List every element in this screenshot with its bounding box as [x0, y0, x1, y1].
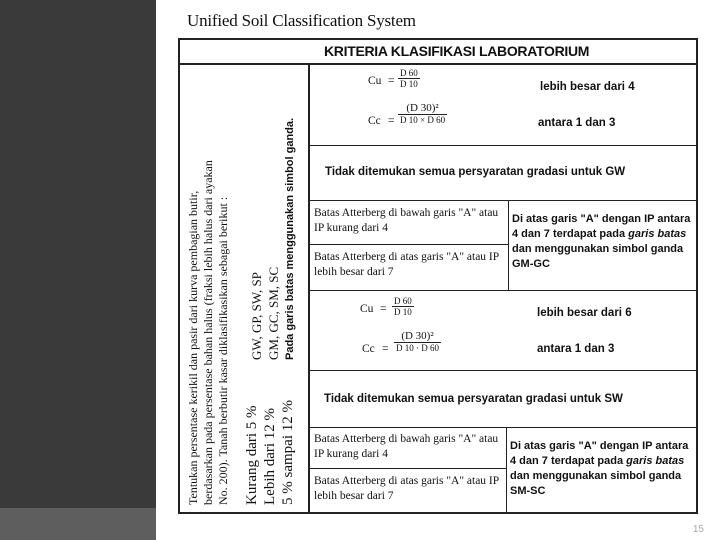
gravel-cu-criterion: lebih besar dari 4 [540, 81, 635, 93]
gravel-gradation-not-met: Tidak ditemukan semua persyaratan gradasi untuk GW [325, 166, 626, 178]
row-divider [308, 370, 698, 371]
gravel-cc-label: Cc [368, 115, 381, 127]
gravel-dual-text-a: Di atas garis "A" dengan IP antara 4 dan 7 terdapat pada [512, 213, 691, 240]
sand-cu-criterion: lebih besar dari 6 [537, 307, 632, 319]
fines-less-than-5: Kurang dari 5 % [244, 405, 260, 505]
equals-sign: = [388, 75, 395, 87]
gravel-atterberg-above: Batas Atterberg di atas garis "A" atau IP lebih besar dari 7 [314, 251, 499, 278]
gravel-cu-label: Cu [368, 75, 382, 87]
page-title: Unified Soil Classification System [187, 11, 416, 30]
sand-dual-symbol [510, 439, 694, 499]
left-instruction-line-3: No. 200). Tanah berbutir kasar diklasifikasikan sebagai berikut : [216, 196, 230, 505]
sand-cc-label: Cc [362, 343, 375, 355]
table-header: KRITERIA KLASIFIKASI LABORATORIUM [324, 43, 590, 59]
sand-atterberg-above: Batas Atterberg di atas garis "A" atau IP lebih besar dari 7 [314, 475, 499, 502]
cell-divider [508, 200, 509, 290]
header-divider [178, 63, 698, 65]
cell-divider [506, 427, 507, 514]
sidebar-footer [0, 508, 156, 540]
sand-atterberg-below: Batas Atterberg di bawah garis "A" atau IP kurang dari 4 [314, 433, 499, 460]
sand-cc-denominator: D 10 · D 60 [396, 343, 439, 353]
page-number: 15 [692, 524, 704, 535]
equals-sign: = [382, 343, 389, 355]
gravel-cu-fraction [398, 68, 420, 89]
gravel-dual-symbol [512, 212, 694, 272]
left-instruction-line-2: berdasarkan pada persentase bahan halus (fraksi lebih halus dari ayakan [201, 160, 215, 505]
sand-dual-italic: garis batas [626, 455, 685, 467]
gravel-cc-criterion: antara 1 dan 3 [538, 117, 616, 129]
symbols-clean: GW, GP, SW, SP [249, 272, 264, 360]
row-divider [308, 427, 698, 428]
gravel-dual-italic: garis batas [628, 228, 687, 240]
gravel-cc-numerator: (D 30)² [398, 102, 447, 115]
equals-sign: = [388, 115, 395, 127]
fines-5-to-12: 5 % sampai 12 % [280, 400, 296, 505]
gravel-cu-numerator: D 60 [400, 68, 418, 78]
sand-dual-text-a: Di atas garis "A" dengan IP antara 4 dan 7 terdapat pada [510, 440, 689, 467]
row-divider [308, 468, 506, 469]
row-divider [308, 200, 698, 201]
sand-cc-numerator: (D 30)² [394, 330, 441, 343]
left-column-divider [308, 63, 310, 514]
sand-cu-denominator: D 10 [394, 307, 412, 317]
gravel-cc-denominator: D 10 × D 60 [400, 115, 446, 125]
row-divider [308, 244, 508, 245]
presentation-sidebar [0, 0, 156, 540]
symbols-fines: GM, GC, SM, SC [266, 266, 281, 360]
sand-gradation-not-met: Tidak ditemukan semua persyaratan gradasi untuk SW [324, 393, 623, 405]
sand-dual-text-b: dan menggunakan simbol ganda SM-SC [510, 470, 682, 497]
sand-cu-numerator: D 60 [394, 296, 412, 306]
gravel-dual-text-b: dan menggunakan simbol ganda GM-GC [512, 243, 684, 270]
symbols-dual: Pada garis batas menggunakan simbol ganda. [284, 117, 296, 360]
equals-sign: = [380, 303, 387, 315]
row-divider [308, 145, 698, 146]
sand-cu-label: Cu [360, 303, 374, 315]
gravel-atterberg-below: Batas Atterberg di bawah garis "A" atau IP kurang dari 4 [314, 207, 499, 234]
sand-cc-criterion: antara 1 dan 3 [537, 343, 615, 355]
sand-cc-fraction [394, 330, 441, 353]
row-divider [308, 290, 698, 291]
left-instruction-line-1: Tentukan persentase kerikil dan pasir dari kurva pembagian butir, [186, 190, 200, 505]
gravel-cc-fraction [398, 102, 447, 125]
fines-more-than-12: Lebih dari 12 % [262, 407, 278, 505]
sand-cu-fraction [392, 296, 414, 317]
gravel-cu-denominator: D 10 [400, 79, 418, 89]
